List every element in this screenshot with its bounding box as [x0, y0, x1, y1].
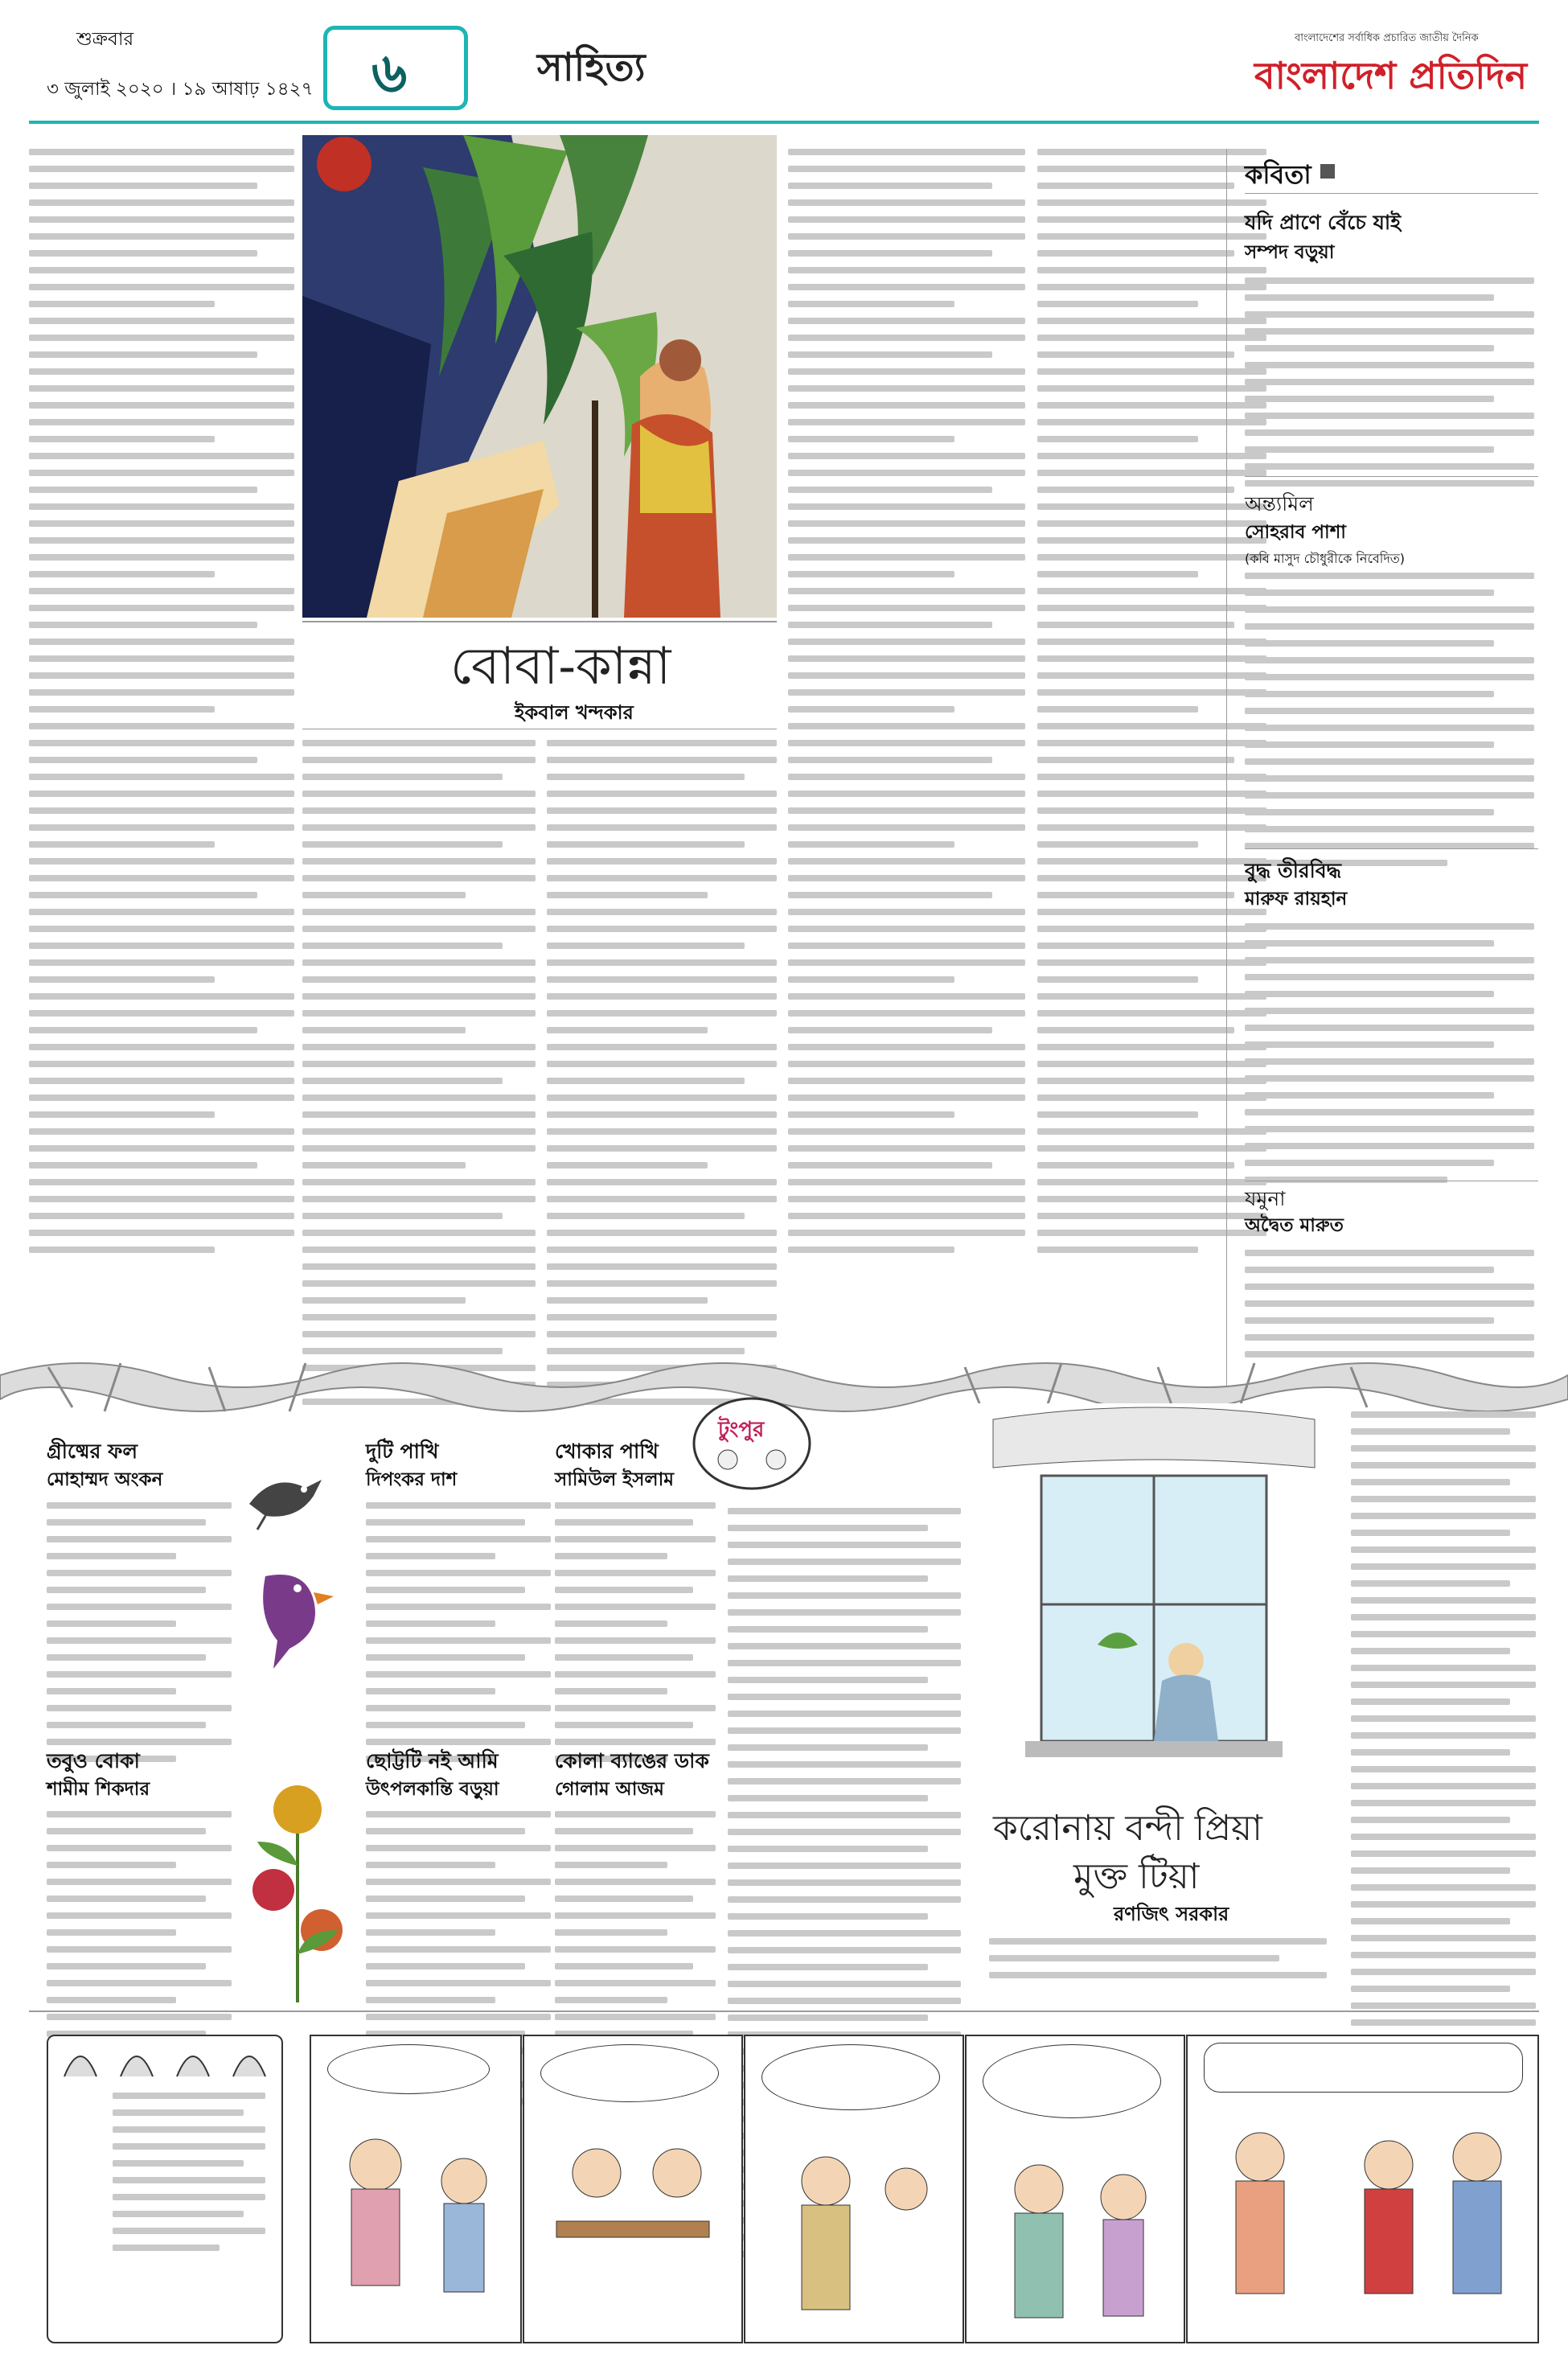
title-rule-top	[302, 621, 777, 622]
kids-poem-6-title: কোলা ব্যাঙের ডাক	[555, 1749, 709, 1772]
story-title: বোবা-কান্না	[450, 637, 671, 696]
kids-story-author: রণজিৎ সরকার	[1114, 1903, 1229, 1925]
parrot-icon	[241, 1552, 346, 1673]
kids-poem-2-text	[366, 1502, 551, 1772]
kids-poem-6-author: গোলাম আজম	[555, 1779, 664, 1800]
poem-2-author: সোহরাব পাশা	[1245, 522, 1346, 543]
masthead-logo: বাংলাদেশ প্রতিদিন	[1254, 54, 1528, 97]
kids-badge	[688, 1395, 816, 1500]
comic-panel-3	[744, 2035, 964, 2343]
story-left-column-text	[29, 149, 294, 1263]
comic-1-bubble	[327, 2044, 490, 2094]
kids-story-title-2: মুক্ত টিয়া	[1073, 1856, 1200, 1897]
poem-1-rule	[1245, 476, 1538, 477]
page-number: ৬	[371, 42, 408, 105]
kids-poem-1-text	[47, 1502, 232, 1772]
poem-3-text	[1245, 923, 1534, 1193]
poetry-section-label: কবিতা	[1245, 159, 1311, 190]
story-byline: ইকবাল খন্দকার	[515, 701, 634, 724]
comic-5-bubble	[1204, 2043, 1523, 2093]
poem-2-title: অন্ত্যমিল	[1245, 492, 1314, 515]
poetry-section-marker	[1320, 164, 1335, 179]
page-number-badge	[323, 18, 516, 106]
poem-1-title: যদি প্রাণে বেঁচে যাই	[1245, 211, 1402, 234]
kids-poem-3-text	[555, 1502, 716, 1772]
kids-poem-3-author: সামিউল ইসলাম	[555, 1469, 675, 1490]
poetry-label-rule	[1245, 193, 1538, 194]
kids-poem-5-title: ছোট্টটি নই আমি	[366, 1749, 499, 1772]
comic-3-bubble	[761, 2044, 940, 2110]
bird-icon	[241, 1456, 330, 1532]
story-column-5	[1037, 149, 1266, 1263]
poem-2-text	[1245, 573, 1534, 877]
comic-2-bubble	[540, 2044, 719, 2102]
kids-poem-5-author: উৎপলকান্তি বড়ুয়া	[366, 1779, 499, 1800]
poem-2-rule	[1245, 848, 1538, 849]
kids-poem-3-title: খোকার পাখি	[555, 1440, 659, 1463]
comic-top-rule	[29, 2011, 1539, 2012]
header-date-day: শুক্রবার	[76, 29, 134, 50]
poem-1-author: সম্পদ বড়ুয়া	[1245, 242, 1335, 263]
story-column-2	[302, 740, 536, 1415]
poem-3-author: মারুফ রায়হান	[1245, 889, 1348, 910]
kids-poem-2-title: দুটি পাখি	[366, 1440, 439, 1463]
poem-4-author: অদ্বৈত মারুত	[1245, 1215, 1344, 1236]
kids-poem-4-author: শামীম শিকদার	[47, 1779, 150, 1800]
kids-poem-2-author: দিপংকর দাশ	[366, 1469, 458, 1490]
poem-2-note: (কবি মাসুদ চৌধুরীকে নিবেদিত)	[1245, 551, 1406, 566]
comic-4-bubble	[983, 2044, 1161, 2118]
header-date-line: ৩ জুলাই ২০২০ । ১৯ আষাঢ় ১৪২৭	[47, 79, 314, 100]
painting-svg	[302, 135, 777, 618]
section-title: সাহিত্য	[537, 45, 646, 90]
kids-story-title-1: করোনায় বন্দী প্রিয়া	[993, 1808, 1262, 1849]
kids-story-illustration	[977, 1403, 1331, 1797]
kids-badge-label: টুংপুর	[718, 1418, 765, 1442]
kids-contact-text	[113, 2093, 265, 2261]
comic-panel-2	[523, 2035, 743, 2343]
kids-poem-1-title: গ্রীষ্মের ফল	[47, 1440, 138, 1463]
poem-1-text	[1245, 277, 1534, 497]
poem-3-title: বুদ্ধ তীরবিদ্ধ	[1245, 859, 1342, 882]
poem-4-title: যমুনা	[1245, 1187, 1286, 1210]
flower-icon	[241, 1769, 354, 2011]
story-illustration	[302, 135, 777, 618]
story-column-4	[788, 149, 1025, 1263]
kids-contact-box	[47, 2035, 283, 2343]
header-tagline: বাংলাদেশের সর্বাধিক প্রচারিত জাতীয় দৈনিক	[1295, 32, 1479, 44]
header-rule	[29, 121, 1539, 124]
comic-panel-1	[310, 2035, 522, 2343]
kids-story-col-2	[989, 1938, 1327, 1989]
comic-panel-4	[965, 2035, 1185, 2343]
story-column-3	[547, 740, 777, 1415]
kids-poem-1-author: মোহাম্মদ অংকন	[47, 1469, 163, 1490]
kids-poem-4-title: তবুও বোকা	[47, 1749, 140, 1772]
comic-panel-5	[1186, 2035, 1539, 2343]
